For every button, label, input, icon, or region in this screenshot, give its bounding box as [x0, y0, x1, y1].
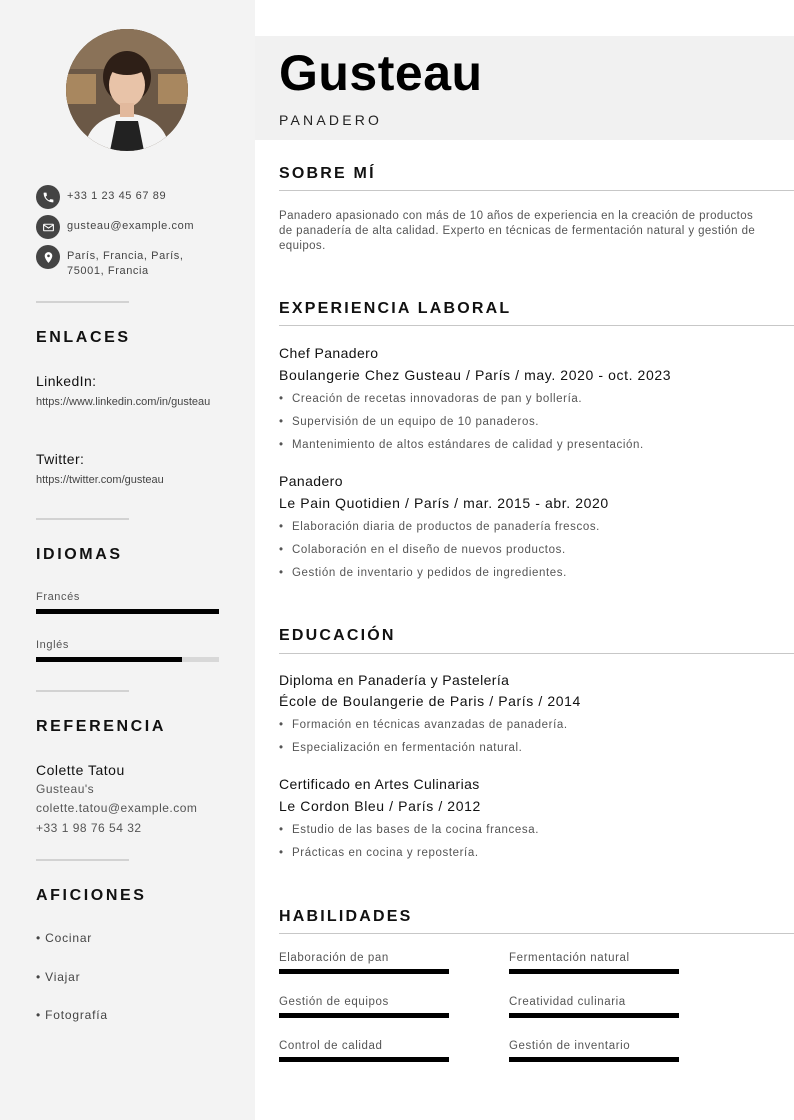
skill-name: Gestión de equipos: [279, 996, 389, 1008]
skill-item: [279, 1040, 449, 1062]
language-name: Inglés: [36, 639, 69, 651]
job-subtitle: Boulangerie Chez Gusteau / París / may. 2020 - oct. 2023: [279, 367, 672, 383]
mail-icon: [36, 215, 60, 239]
reference-phone: +33 1 98 76 54 32: [36, 821, 142, 835]
education-bullet: • Formación en técnicas avanzadas de panadería.: [279, 719, 568, 731]
language-level-bar: [36, 609, 219, 614]
linkedin-label: LinkedIn:: [36, 373, 97, 389]
education-subtitle: Le Cordon Bleu / París / 2012: [279, 798, 481, 814]
hobby-item: • Viajar: [36, 970, 81, 984]
skill-level-bar: [509, 1057, 679, 1062]
skill-item: [279, 996, 449, 1018]
skill-item: [509, 1040, 679, 1062]
divider: [36, 690, 129, 692]
twitter-label: Twitter:: [36, 451, 85, 467]
contact-address: [36, 245, 226, 279]
job-bullet: • Creación de recetas innovadoras de pan y bollería.: [279, 393, 582, 405]
skill-name: Control de calidad: [279, 1040, 383, 1052]
page-title: Gusteau: [279, 45, 483, 101]
skill-item: [509, 996, 679, 1018]
education-heading: EDUCACIÓN: [279, 627, 396, 644]
divider: [36, 301, 129, 303]
skill-name: Elaboración de pan: [279, 952, 389, 964]
job-bullet: • Gestión de inventario y pedidos de ingredientes.: [279, 567, 567, 579]
job-bullet: • Mantenimiento de altos estándares de calidad y presentación.: [279, 439, 644, 451]
skill-level-bar: [279, 969, 449, 974]
education-title: Diploma en Panadería y Pastelería: [279, 672, 510, 688]
job-title: Chef Panadero: [279, 345, 379, 361]
sidebar: [0, 0, 255, 1120]
links-heading: ENLACES: [36, 329, 131, 346]
about-heading: SOBRE MÍ: [279, 165, 376, 182]
hobbies-heading: AFICIONES: [36, 887, 147, 904]
skill-name: Fermentación natural: [509, 952, 630, 964]
reference-name: Colette Tatou: [36, 762, 125, 778]
about-text: Panadero apasionado con más de 10 años de experiencia en la creación de productos de panadería de alta calidad. Experto en técnicas de fermentación natural y gestión de equipos.: [279, 210, 756, 252]
education-title: Certificado en Artes Culinarias: [279, 776, 480, 792]
reference-email[interactable]: colette.tatou@example.com: [36, 801, 198, 815]
phone-text: +33 1 23 45 67 89: [67, 190, 167, 202]
skill-name: Creatividad culinaria: [509, 996, 626, 1008]
section-rule: [279, 325, 794, 326]
section-rule: [279, 190, 794, 191]
hobby-item: • Fotografía: [36, 1008, 108, 1022]
job-bullet: • Supervisión de un equipo de 10 panaderos.: [279, 416, 539, 428]
twitter-url[interactable]: https://twitter.com/gusteau: [36, 474, 164, 486]
job-role: PANADERO: [279, 112, 383, 128]
phone-icon: [36, 185, 60, 209]
job-bullet: • Colaboración en el diseño de nuevos productos.: [279, 544, 566, 556]
location-pin-icon: [36, 245, 60, 269]
language-level-fill: [36, 657, 182, 662]
job-bullet: • Elaboración diaria de productos de panadería frescos.: [279, 521, 600, 533]
divider: [36, 859, 129, 861]
skill-item: [279, 952, 449, 974]
language-name: Francés: [36, 591, 80, 603]
language-level-fill: [36, 609, 219, 614]
section-rule: [279, 933, 794, 934]
address-text: París, Francia, París, 75001, Francia: [67, 250, 184, 277]
skill-name: Gestión de inventario: [509, 1040, 631, 1052]
experience-heading: EXPERIENCIA LABORAL: [279, 300, 512, 317]
linkedin-url[interactable]: https://www.linkedin.com/in/gusteau: [36, 396, 211, 408]
skill-level-bar: [279, 1057, 449, 1062]
contact-email: [36, 215, 226, 239]
contact-phone: [36, 185, 226, 209]
reference-company: Gusteau's: [36, 782, 95, 796]
education-bullet: • Estudio de las bases de la cocina francesa.: [279, 824, 539, 836]
languages-heading: IDIOMAS: [36, 546, 123, 563]
skill-level-bar: [509, 1013, 679, 1018]
job-title: Panadero: [279, 473, 343, 489]
hobby-item: • Cocinar: [36, 931, 93, 945]
skill-level-bar: [509, 969, 679, 974]
education-bullet: • Especialización en fermentación natural.: [279, 742, 522, 754]
language-level-bar: [36, 657, 219, 662]
divider: [36, 518, 129, 520]
job-subtitle: Le Pain Quotidien / París / mar. 2015 - abr. 2020: [279, 495, 609, 511]
section-rule: [279, 653, 794, 654]
avatar: [66, 29, 188, 151]
education-bullet: • Prácticas en cocina y repostería.: [279, 847, 479, 859]
skill-level-bar: [279, 1013, 449, 1018]
skills-heading: HABILIDADES: [279, 908, 413, 925]
email-text[interactable]: gusteau@example.com: [67, 220, 195, 232]
reference-heading: REFERENCIA: [36, 718, 167, 735]
skill-item: [509, 952, 679, 974]
education-subtitle: École de Boulangerie de Paris / París / 2014: [279, 693, 581, 709]
